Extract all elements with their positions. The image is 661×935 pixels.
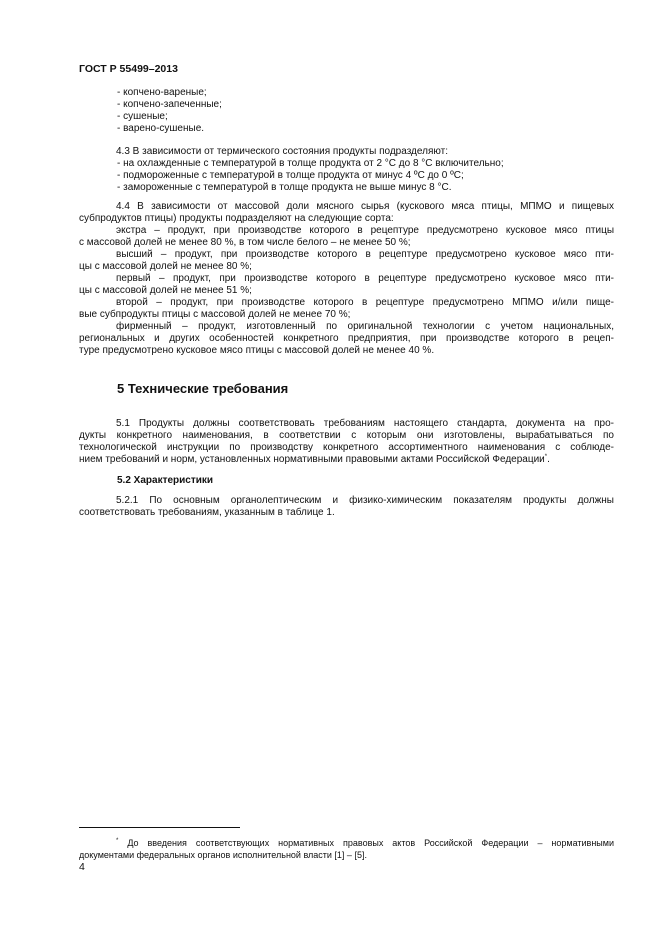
paragraph-line: региональных и других особенностей конкретного предприятия, при производстве которого в рецеп- <box>79 333 614 344</box>
footnote-line <box>79 837 614 849</box>
paragraph-line-last <box>79 454 614 466</box>
paragraph-5-1 <box>79 418 614 466</box>
list-item: - сушеные; <box>117 111 168 122</box>
paragraph-line: 5.2.1 По основным органолептическим и физико-химическим показателям продукты должны <box>116 495 614 506</box>
paragraph-intro: 4.3 В зависимости от термического состояния продукты подразделяют: <box>116 146 449 157</box>
paragraph-line: соответствовать требованиям, указанным в таблице 1. <box>79 507 335 518</box>
paragraph-line: цы с массовой долей не менее 80 %; <box>79 261 252 272</box>
paragraph-text: нием требований и норм, установленных нормативными правовыми актами Российской Федерации <box>79 454 545 465</box>
list-item: - варено-сушеные. <box>117 123 205 134</box>
paragraph-line: 4.4 В зависимости от массовой доли мясного сырья (кускового мяса птицы, МПМО и пищевых <box>116 201 614 212</box>
footnote-text: До введения соответствующих нормативных правовых актов Российской Федерации – нормативными <box>118 838 614 848</box>
document-header: ГОСТ Р 55499–2013 <box>79 63 178 75</box>
paragraph-line: высший – продукт, при производстве которого в рецептуре предусмотрено кусковое мясо пти- <box>116 249 614 260</box>
list-item: - замороженные с температурой в толще продукта не выше минус 8 °С. <box>117 182 452 193</box>
paragraph-line: второй – продукт, при производстве которого в рецептуре предусмотрено МПМО и/или пище- <box>116 297 614 308</box>
paragraph-line: субпродуктов птицы) продукты подразделяют на следующие сорта: <box>79 213 394 224</box>
product-type-list <box>79 87 614 135</box>
paragraph-5-2-1 <box>79 495 614 519</box>
paragraph-line: цы с массовой долей не менее 51 %; <box>79 285 252 296</box>
section-5-2-heading: 5.2 Характеристики <box>117 475 214 486</box>
paragraph-end: . <box>547 454 550 465</box>
paragraph-line: экстра – продукт, при производстве которого в рецептуре предусмотрено кусковое мясо птицы <box>116 225 614 236</box>
footnote-mark: * <box>116 838 119 844</box>
list-item: - копчено-запеченные; <box>117 99 222 110</box>
list-item: - копчено-вареные; <box>117 87 207 98</box>
list-item: - подмороженные с температурой в толще продукта от минус 4 ºС до 0 ºС; <box>117 170 464 181</box>
paragraph-4-4 <box>79 201 614 357</box>
paragraph-line: технологической инструкции по производству конкретного ассортиментного наименования с соблюде- <box>79 442 614 453</box>
footnote <box>79 837 614 861</box>
paragraph-line: первый – продукт, при производстве которого в рецептуре предусмотрено кусковое мясо пти- <box>116 273 614 284</box>
list-item: - на охлажденные с температурой в толще продукта от 2 °С до 8 °С включительно; <box>117 158 504 169</box>
paragraph-line: с массовой долей не менее 80 %, в том числе белого – не менее 50 %; <box>79 237 411 248</box>
section-5-heading: 5 Технические требования <box>117 381 289 396</box>
paragraph-line: фирменный – продукт, изготовленный по оригинальной технологии с учетом национальных, <box>116 321 614 332</box>
paragraph-4-3 <box>79 146 614 194</box>
footnote-line: документами федеральных органов исполнительной власти [1] – [5]. <box>79 850 367 860</box>
footnote-separator <box>79 827 240 828</box>
footnote-reference[interactable]: * <box>544 454 548 460</box>
paragraph-line: туре предусмотрено кусковое мясо птицы с массовой долей не менее 40 %. <box>79 345 435 356</box>
paragraph-line: 5.1 Продукты должны соответствовать требованиям настоящего стандарта, документа на про- <box>116 418 614 429</box>
paragraph-line: дукты конкретного наименования, в соответствии с которым они изготовлены, вырабатываться по <box>79 430 614 441</box>
page-number: 4 <box>79 861 85 873</box>
paragraph-line: вые субпродукты птицы с массовой долей не менее 70 %; <box>79 309 351 320</box>
